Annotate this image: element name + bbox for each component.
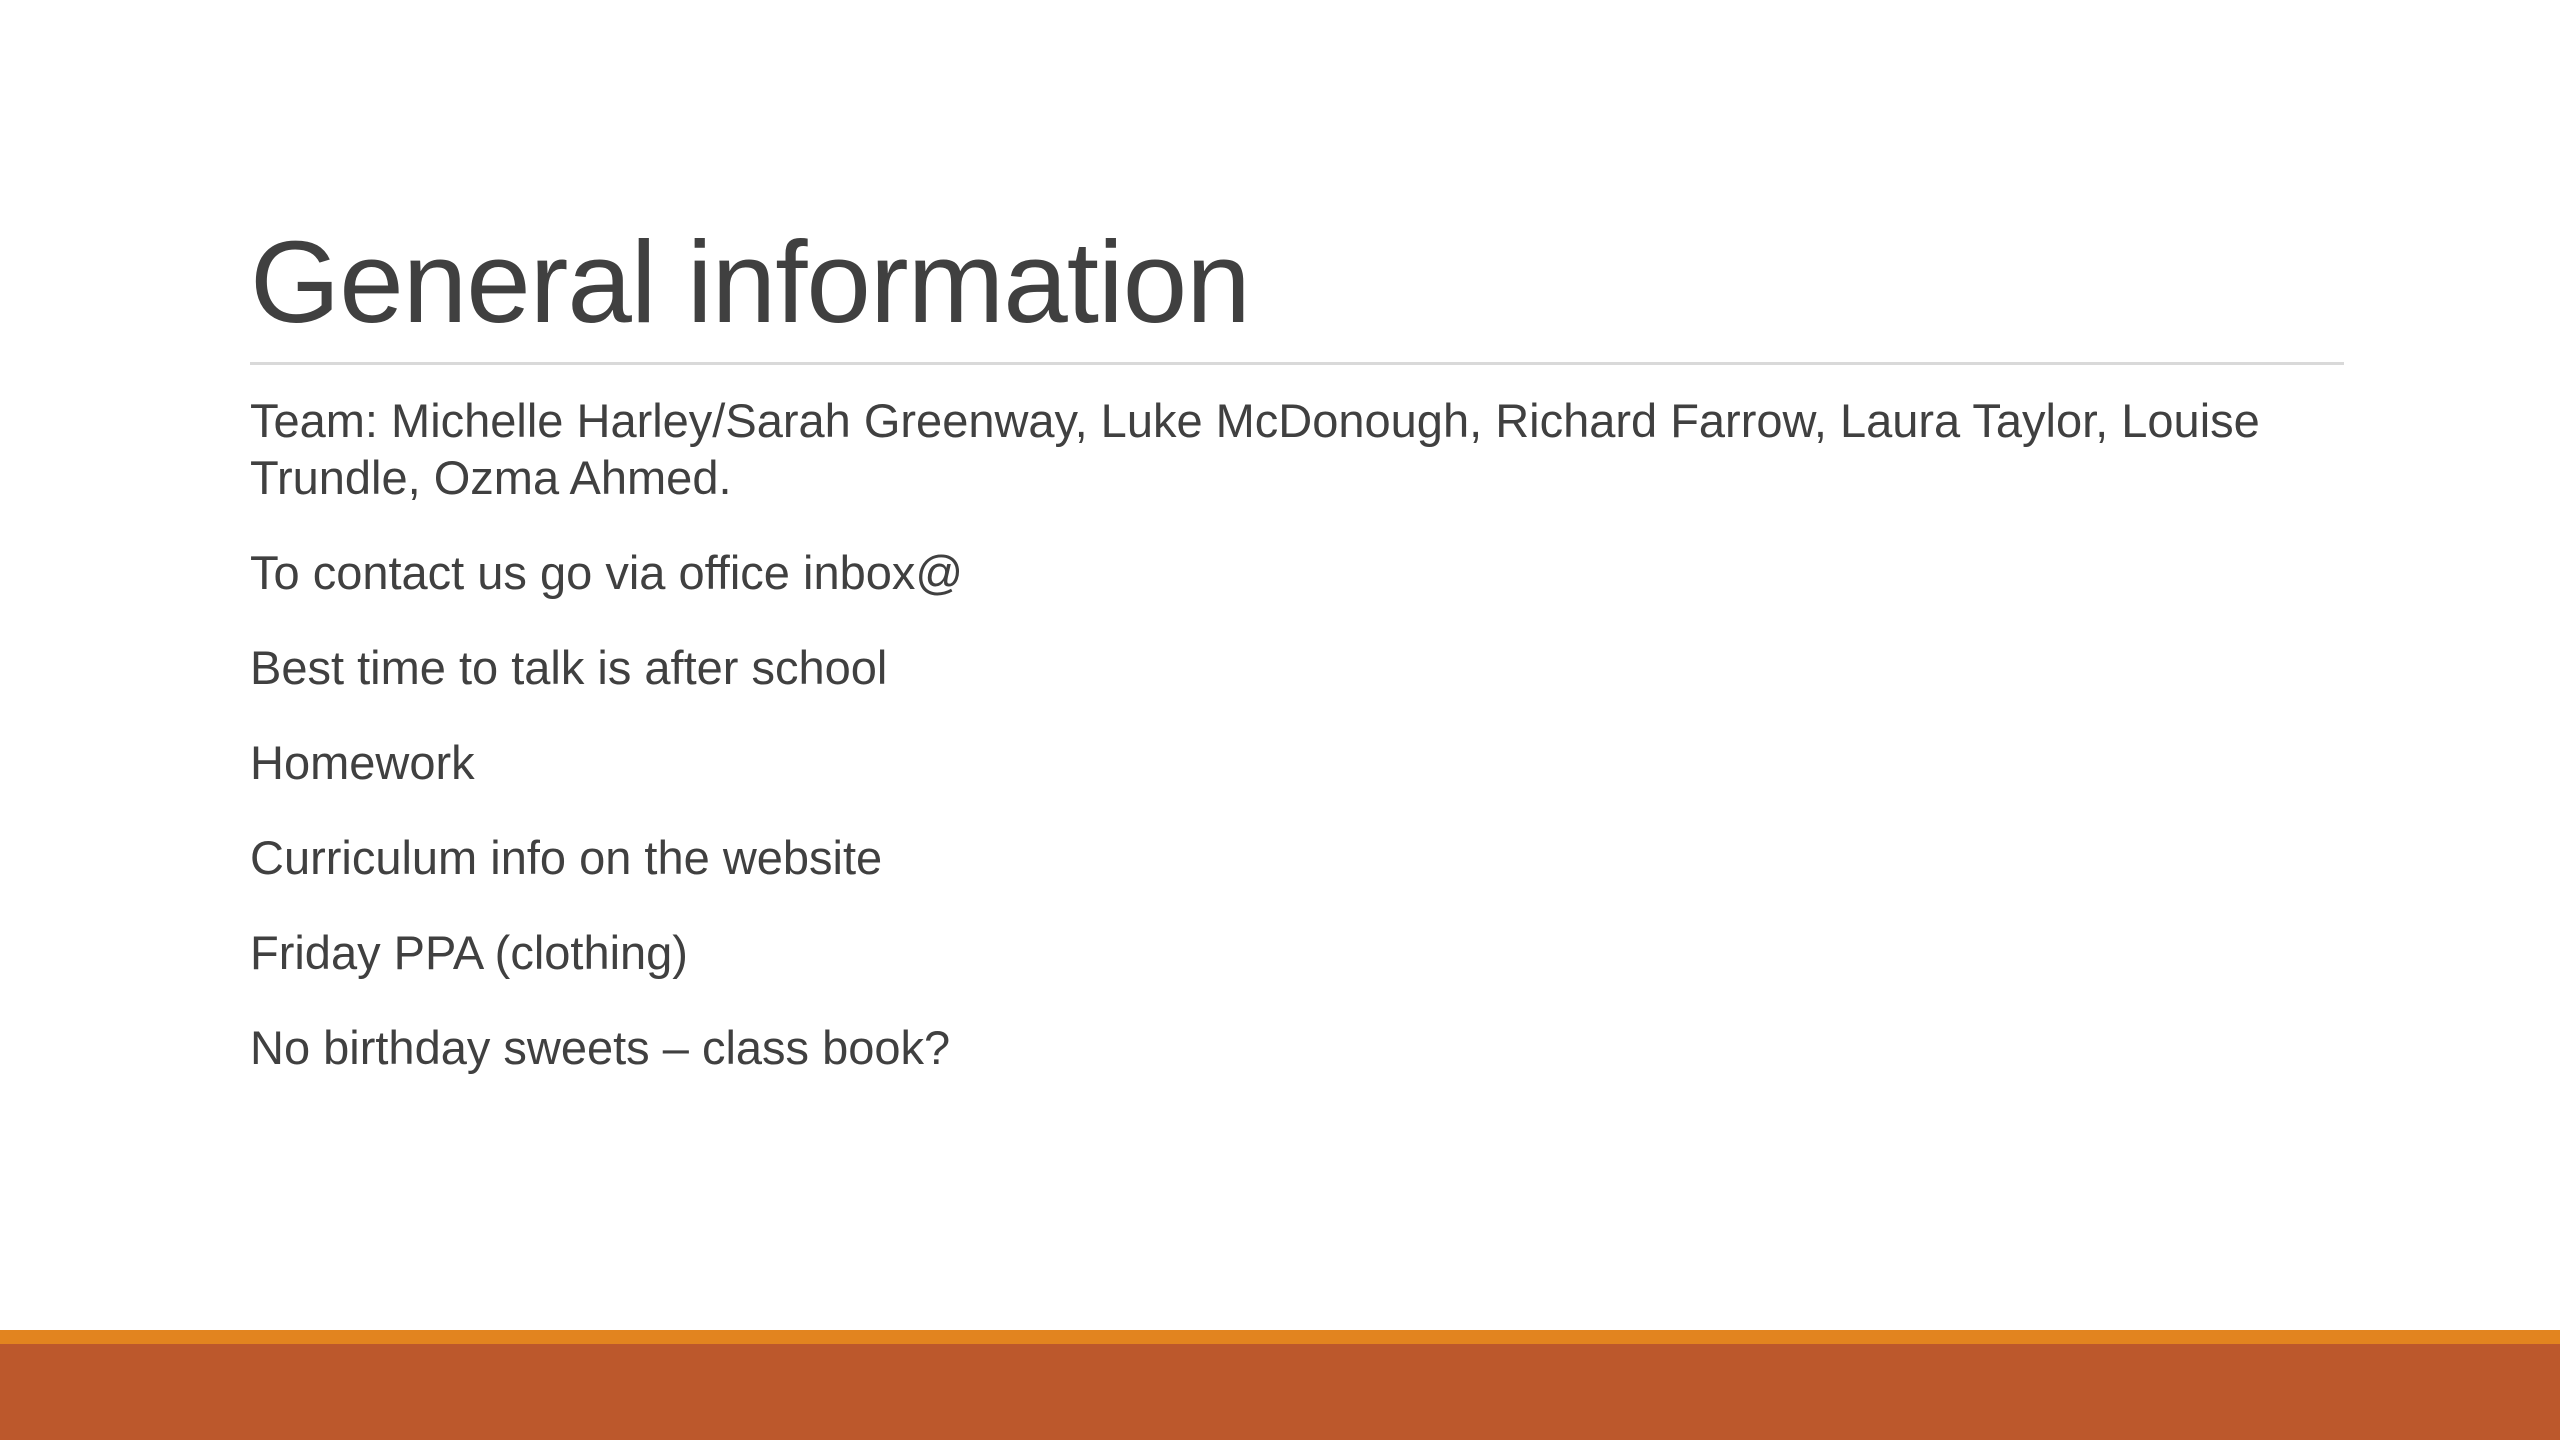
body-line-birthday: No birthday sweets – class book? — [250, 1021, 951, 1074]
body-line-contact: To contact us go via office inbox@ — [250, 546, 964, 599]
body-line-homework: Homework — [250, 736, 475, 789]
title-divider — [250, 362, 2344, 365]
footer-accent-stripe — [0, 1330, 2560, 1344]
body-line-talk-time: Best time to talk is after school — [250, 641, 888, 694]
slide-title: General information — [250, 217, 1250, 347]
body-line-ppa: Friday PPA (clothing) — [250, 926, 688, 979]
footer-band — [0, 1344, 2560, 1440]
slide-body — [250, 392, 2340, 1114]
body-line-curriculum: Curriculum info on the website — [250, 831, 883, 884]
body-line-team: Team: Michelle Harley/Sarah Greenway, Luke McDonough, Richard Farrow, Laura Taylor, Louise Trundle, Ozma Ahmed. — [250, 394, 2260, 504]
